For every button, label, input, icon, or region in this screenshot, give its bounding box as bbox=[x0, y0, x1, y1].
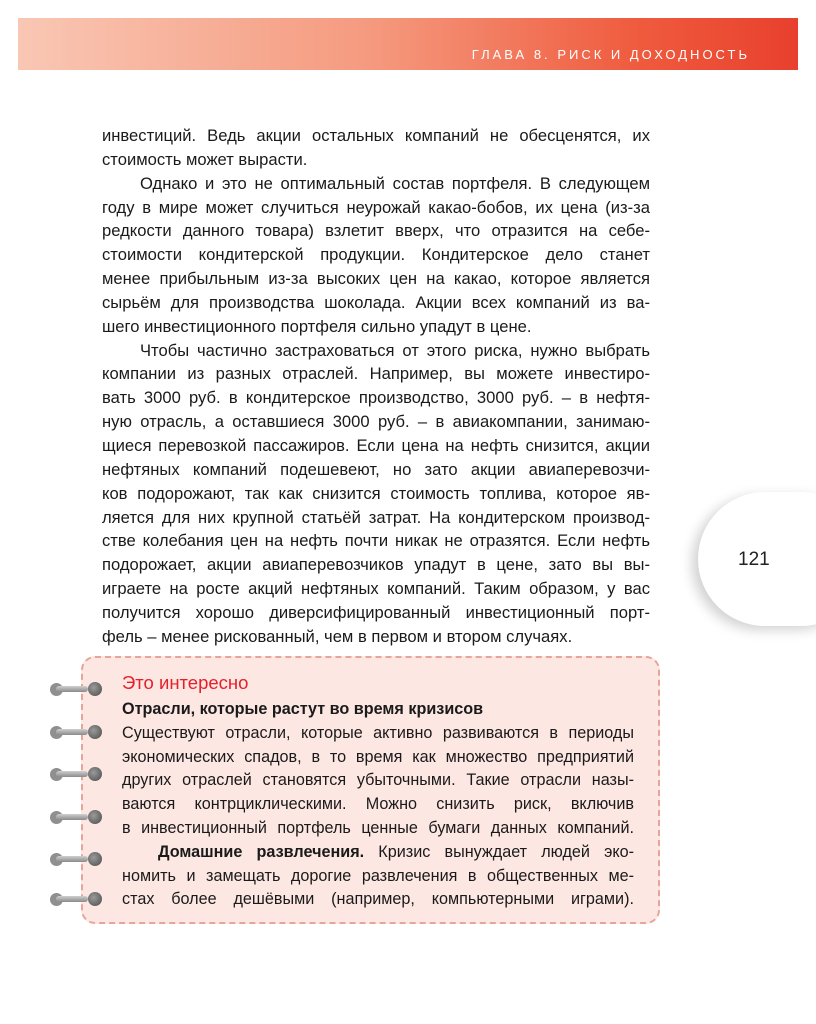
text-line: ваются контрциклическими. Можно снизить риск, включив bbox=[122, 795, 634, 814]
text-line: сырьём для производства шоколада. Акции всех компаний из ва- bbox=[102, 292, 650, 312]
text-fragment: Кризис вынуждает людей эко- bbox=[364, 842, 634, 861]
paragraph bbox=[102, 124, 650, 172]
chapter-title bbox=[472, 47, 750, 62]
text-line: других отраслей становятся убыточными. Такие отрасли назы- bbox=[122, 771, 634, 790]
text-line: играете на росте акций нефтяных компаний. Таким образом, у вас bbox=[102, 579, 650, 599]
text-line bbox=[122, 841, 634, 865]
text-line: инвестиций. Ведь акции остальных компаний не обесценятся, их bbox=[102, 126, 650, 145]
text-line: нефтяных компаний подешевеют, но зато акции авиаперевозчи- bbox=[102, 459, 650, 479]
notebook-binding bbox=[50, 682, 104, 912]
text-line: экономических спадов, в то время как множество предприятий bbox=[122, 747, 634, 766]
paragraph bbox=[102, 172, 650, 339]
text-line: ляется для них крупной статьёй затрат. На кондитерском производ- bbox=[102, 507, 650, 527]
text-line: Чтобы частично застраховаться от этого риска, нужно выбрать bbox=[140, 340, 650, 360]
text-line: подорожает, акции авиаперевозчиков упадут в цене, зато вы вы- bbox=[102, 555, 650, 575]
text-line: получится хорошо диверсифицированный инвестиционный порт- bbox=[102, 602, 650, 622]
text-line: стоимости кондитерской продукции. Кондитерское дело станет bbox=[102, 245, 650, 265]
text-line: ную отрасль, а оставшиеся 3000 руб. – в авиакомпании, занимаю- bbox=[102, 412, 650, 432]
chapter-prefix: ГЛАВА 8. bbox=[471, 47, 551, 62]
text-line: менее прибыльным из-за высоких цен на какао, которое является bbox=[102, 269, 650, 289]
chapter-header-band bbox=[18, 18, 798, 70]
binding-ring-icon bbox=[50, 810, 104, 826]
text-line: ков подорожают, так как снизится стоимость топлива, которое яв- bbox=[102, 483, 650, 503]
text-line: фель – менее рискованный, чем в первом и втором случаях. bbox=[102, 626, 573, 646]
text-line: стоимость может вырасти. bbox=[102, 149, 308, 169]
binding-ring-icon bbox=[50, 725, 104, 741]
text-line: году в мире может случиться неурожай какао-бобов, их цена (из-за bbox=[102, 197, 650, 217]
text-line: вать 3000 руб. в кондитерское производство, 3000 руб. – в нефтя- bbox=[102, 388, 650, 408]
text-line: компании из разных отраслей. Например, вы можете инвестиро- bbox=[102, 364, 650, 384]
callout-subheading: Домашние развлечения. bbox=[158, 842, 365, 861]
binding-ring-icon bbox=[50, 892, 104, 908]
text-line: редкости данного товара) взлетит вверх, что отразится на себе- bbox=[102, 221, 650, 241]
binding-ring-icon bbox=[50, 682, 104, 698]
binding-ring-icon bbox=[50, 767, 104, 783]
text-line: шего инвестиционного портфеля сильно упадут в цене. bbox=[102, 316, 532, 336]
paragraph bbox=[102, 339, 650, 649]
callout-text bbox=[122, 698, 634, 912]
text-line: стве колебания цен на нефть почти никак не отразятся. Если нефть bbox=[102, 531, 650, 551]
callout-heading: Отрасли, которые растут во время кризисов bbox=[122, 700, 484, 718]
text-line: Однако и это не оптимальный состав портфеля. В следующем bbox=[140, 173, 650, 193]
text-line: Существуют отрасли, которые активно развиваются в периоды bbox=[122, 723, 634, 742]
text-line: щиеся перевозкой пассажиров. Если цена на нефть снизится, акции bbox=[102, 435, 650, 455]
callout-title: Это интересно bbox=[122, 672, 249, 693]
main-text bbox=[102, 124, 650, 649]
text-line: стах более дешёвыми (например, компьютерными играми). bbox=[122, 890, 634, 909]
chapter-name: РИСК И ДОХОДНОСТЬ bbox=[557, 47, 750, 62]
text-line: номить и замещать дорогие развлечения в общественных ме- bbox=[122, 866, 634, 885]
page-number: 121 bbox=[738, 549, 770, 570]
text-line: в инвестиционный портфель ценные бумаги данных компаний. bbox=[122, 818, 634, 837]
binding-ring-icon bbox=[50, 852, 104, 868]
